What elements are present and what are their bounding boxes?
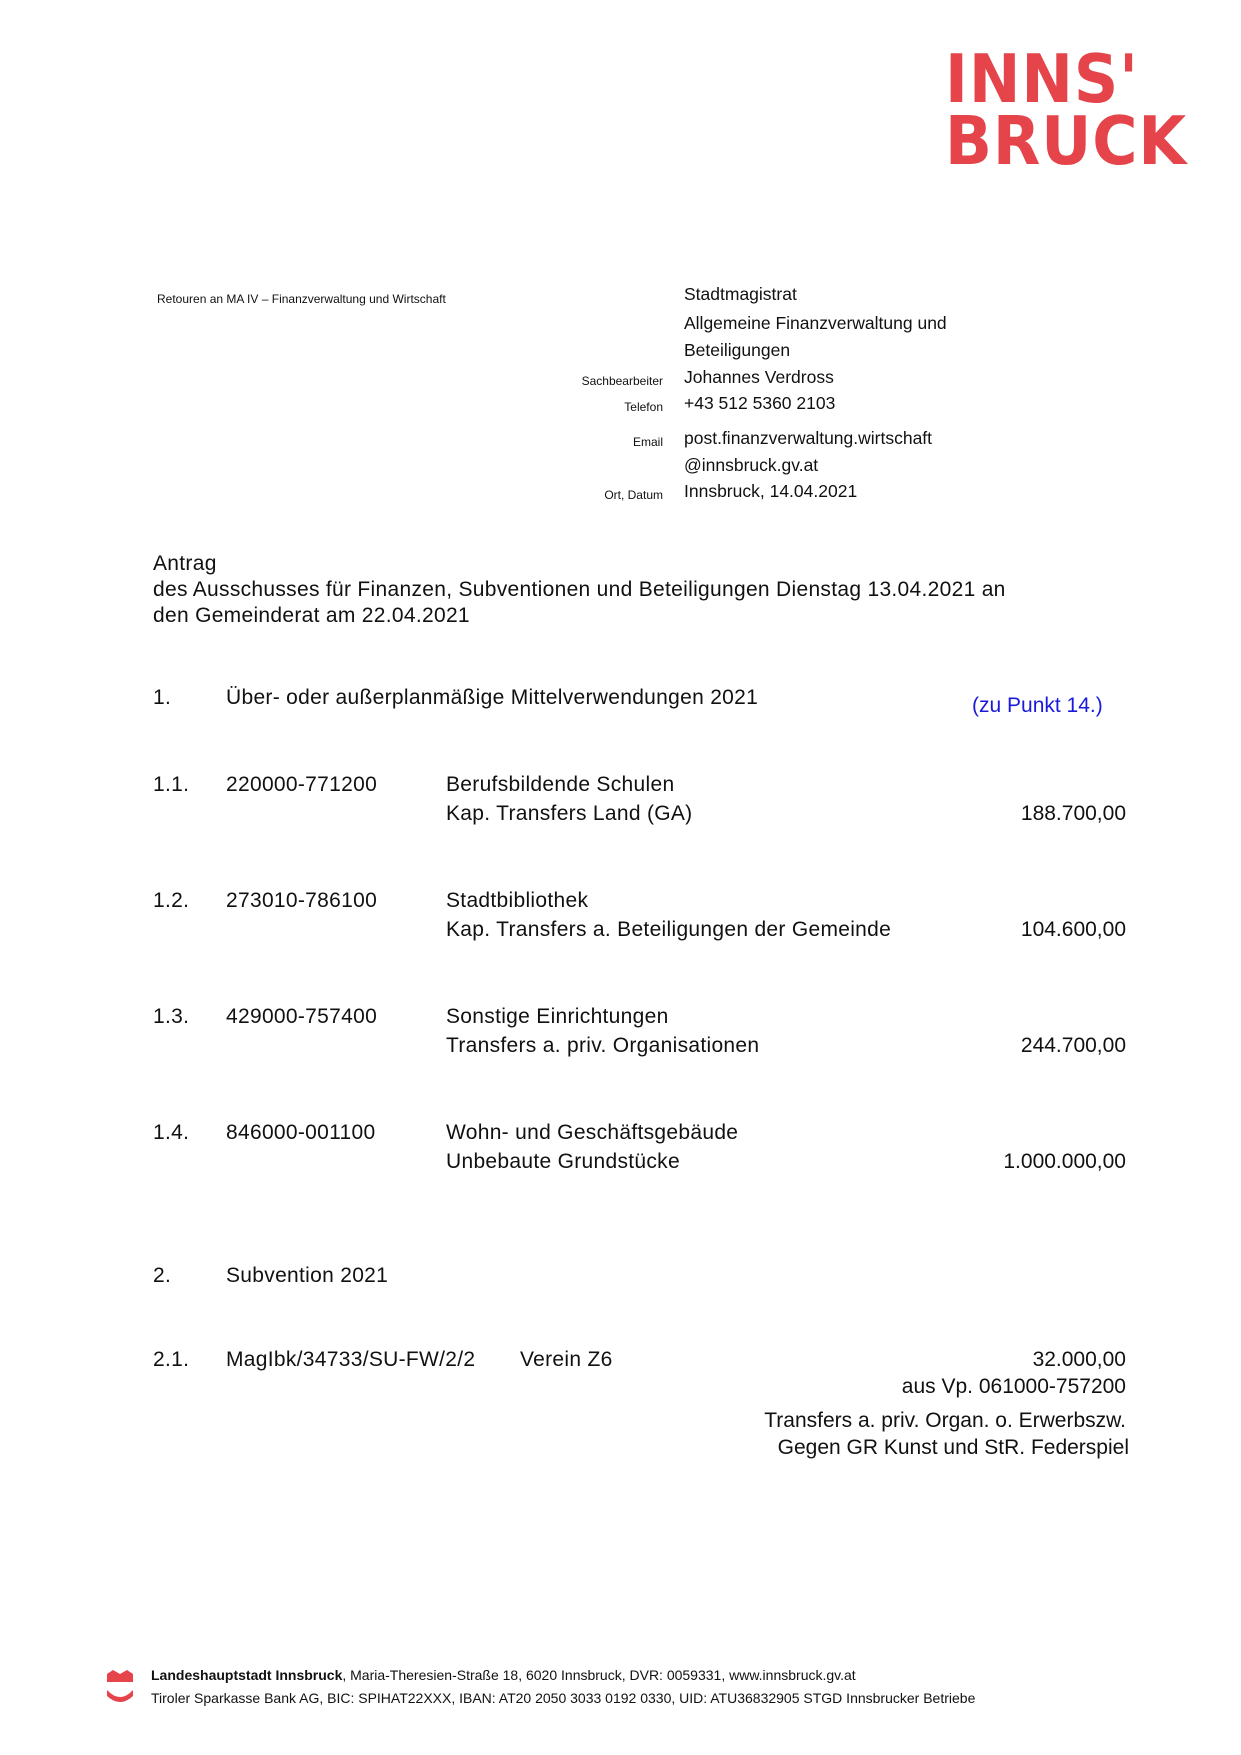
telefon-value: +43 512 5360 2103	[684, 393, 836, 413]
footer-org-name: Landeshauptstadt Innsbruck	[151, 1667, 343, 1683]
section-2-number: 2.	[153, 1264, 172, 1287]
city-crest-icon	[105, 1670, 135, 1711]
sender-org-2: Allgemeine Finanzverwaltung und	[684, 313, 947, 333]
item-subtitle: Kap. Transfers a. Beteiligungen der Gemeinde	[446, 918, 892, 941]
section-1-title: Über- oder außerplanmäßige Mittelverwendungen 2021	[226, 686, 759, 709]
return-address: Retouren an MA IV – Finanzverwaltung und Wirtschaft	[157, 292, 446, 306]
item-amount: 104.600,00	[1020, 918, 1126, 941]
item-title: Wohn- und Geschäftsgebäude	[446, 1121, 739, 1144]
subvention-transfer: Transfers a. priv. Organ. o. Erwerbszw.	[764, 1409, 1126, 1432]
subvention-source: aus Vp. 061000-757200	[901, 1375, 1126, 1398]
email-value-1: post.finanzverwaltung.wirtschaft	[684, 428, 933, 448]
sender-org-1: Stadtmagistrat	[684, 284, 797, 304]
email-value-2: @innsbruck.gv.at	[684, 455, 819, 475]
footer-bank: Tiroler Sparkasse Bank AG, BIC: SPIHAT22XXX, IBAN: AT20 2050 3033 0192 0330, UID: ATU36832905 STGD Innsbrucker Betriebe	[151, 1690, 976, 1706]
item-amount: 188.700,00	[1020, 802, 1126, 825]
item-code: 846000-001100	[226, 1121, 376, 1144]
footer-address-rest: , Maria-Theresien-Straße 18, 6020 Innsbruck, DVR: 0059331, www.innsbruck.gv.at	[342, 1667, 856, 1683]
item-code: 220000-771200	[226, 773, 378, 796]
subvention-name: Verein Z6	[520, 1348, 613, 1371]
item-title: Stadtbibliothek	[446, 889, 589, 912]
item-title: Berufsbildende Schulen	[446, 773, 675, 796]
item-amount: 1.000.000,00	[1003, 1150, 1126, 1173]
item-amount: 244.700,00	[1020, 1034, 1126, 1057]
item-code: 273010-786100	[226, 889, 378, 912]
subvention-amount: 32.000,00	[1032, 1348, 1126, 1371]
section-1-reference: (zu Punkt 14.)	[972, 694, 1103, 717]
item-subtitle: Unbebaute Grundstücke	[446, 1150, 680, 1173]
ort-datum-label: Ort, Datum	[604, 488, 663, 502]
subvention-code: MagIbk/34733/SU-FW/2/2	[226, 1348, 476, 1371]
logo-line-1: INNS'	[945, 40, 1139, 118]
ort-datum-value: Innsbruck, 14.04.2021	[684, 481, 858, 501]
sender-org-3: Beteiligungen	[684, 340, 791, 360]
item-subtitle: Kap. Transfers Land (GA)	[446, 802, 693, 825]
item-number: 1.4.	[153, 1121, 190, 1144]
item-subtitle: Transfers a. priv. Organisationen	[446, 1034, 760, 1057]
item-code: 429000-757400	[226, 1005, 378, 1028]
section-1-number: 1.	[153, 686, 172, 709]
email-label: Email	[632, 435, 663, 449]
subvention-number: 2.1.	[153, 1348, 190, 1371]
antrag-title: Antrag	[153, 552, 217, 575]
antrag-line-2: des Ausschusses für Finanzen, Subventionen und Beteiligungen Dienstag 13.04.2021 an	[153, 578, 1006, 601]
sachbearbeiter-label: Sachbearbeiter	[581, 374, 663, 388]
antrag-line-3: den Gemeinderat am 22.04.2021	[153, 604, 470, 627]
section-2-title: Subvention 2021	[226, 1264, 389, 1287]
item-number: 1.2.	[153, 889, 190, 912]
sachbearbeiter-value: Johannes Verdross	[684, 367, 834, 387]
subvention-note: Gegen GR Kunst und StR. Federspiel	[777, 1436, 1129, 1459]
item-number: 1.3.	[153, 1005, 190, 1028]
footer-address	[151, 1667, 856, 1683]
item-title: Sonstige Einrichtungen	[446, 1005, 669, 1028]
logo-line-2: BRUCK	[945, 102, 1188, 180]
telefon-label: Telefon	[624, 400, 663, 414]
innsbruck-logo	[945, 40, 1188, 180]
item-number: 1.1.	[153, 773, 190, 796]
